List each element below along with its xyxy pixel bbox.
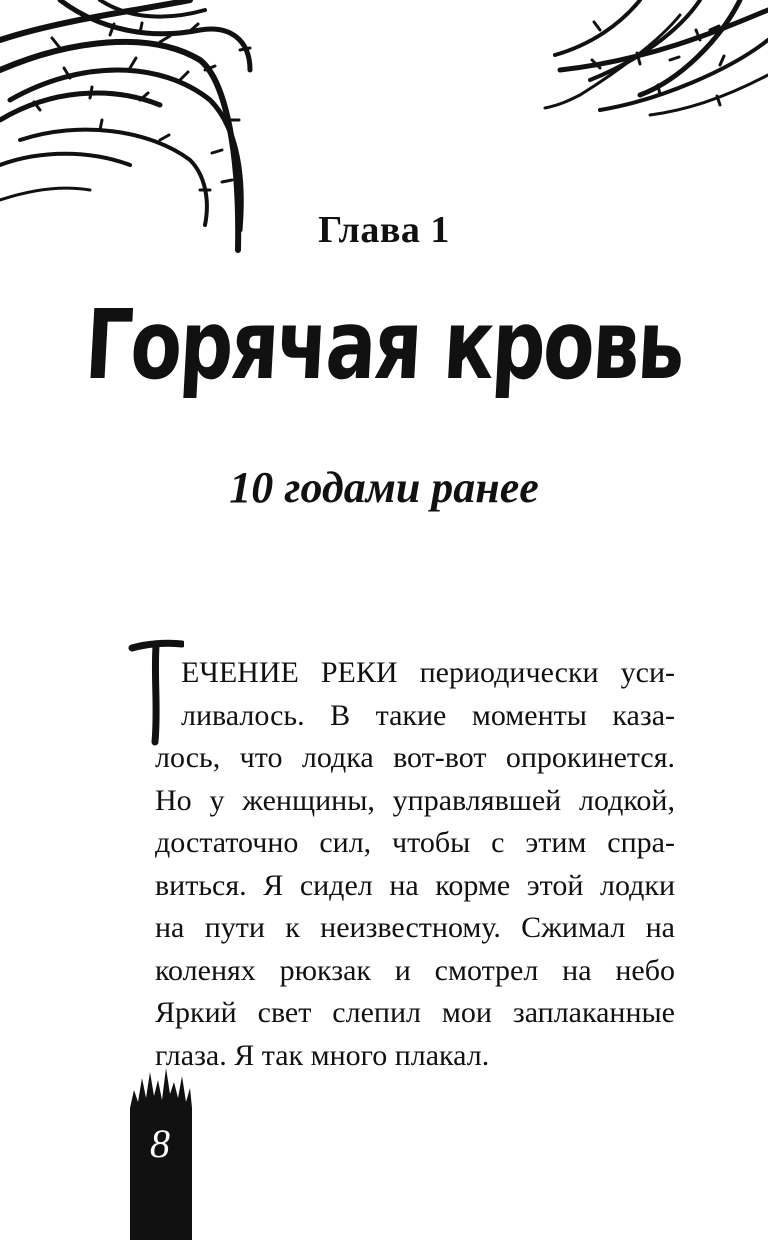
body-line: глаза. Я так много плакал. (155, 1038, 490, 1072)
body-line: Но у женщины, управлявшей лодкой, (155, 783, 675, 817)
body-line: Яркий свет слепил мои заплаканные (155, 996, 675, 1029)
chapter-subtitle: 10 годами ранее (229, 463, 539, 512)
chapter-title: Горячая кровь (82, 289, 686, 401)
body-line: коленях рюкзак и смотрел на небо (155, 953, 675, 987)
page-number: 8 (150, 1121, 170, 1166)
body-text (155, 652, 675, 1077)
body-line: достаточно сил, чтобы с этим спра- (155, 826, 675, 859)
body-line: лось, что лодка вот-вот опрокинется. (155, 741, 675, 774)
body-line: ливалось. В такие моменты каза- (181, 698, 675, 732)
body-line: ЕЧЕНИЕ РЕКИ периодически уси- (181, 656, 675, 689)
body-line: виться. Я сидел на корме этой лодки (155, 868, 675, 902)
body-line: на пути к неизвестному. Сжимал на (155, 911, 675, 944)
chapter-number: Глава 1 (318, 209, 450, 251)
